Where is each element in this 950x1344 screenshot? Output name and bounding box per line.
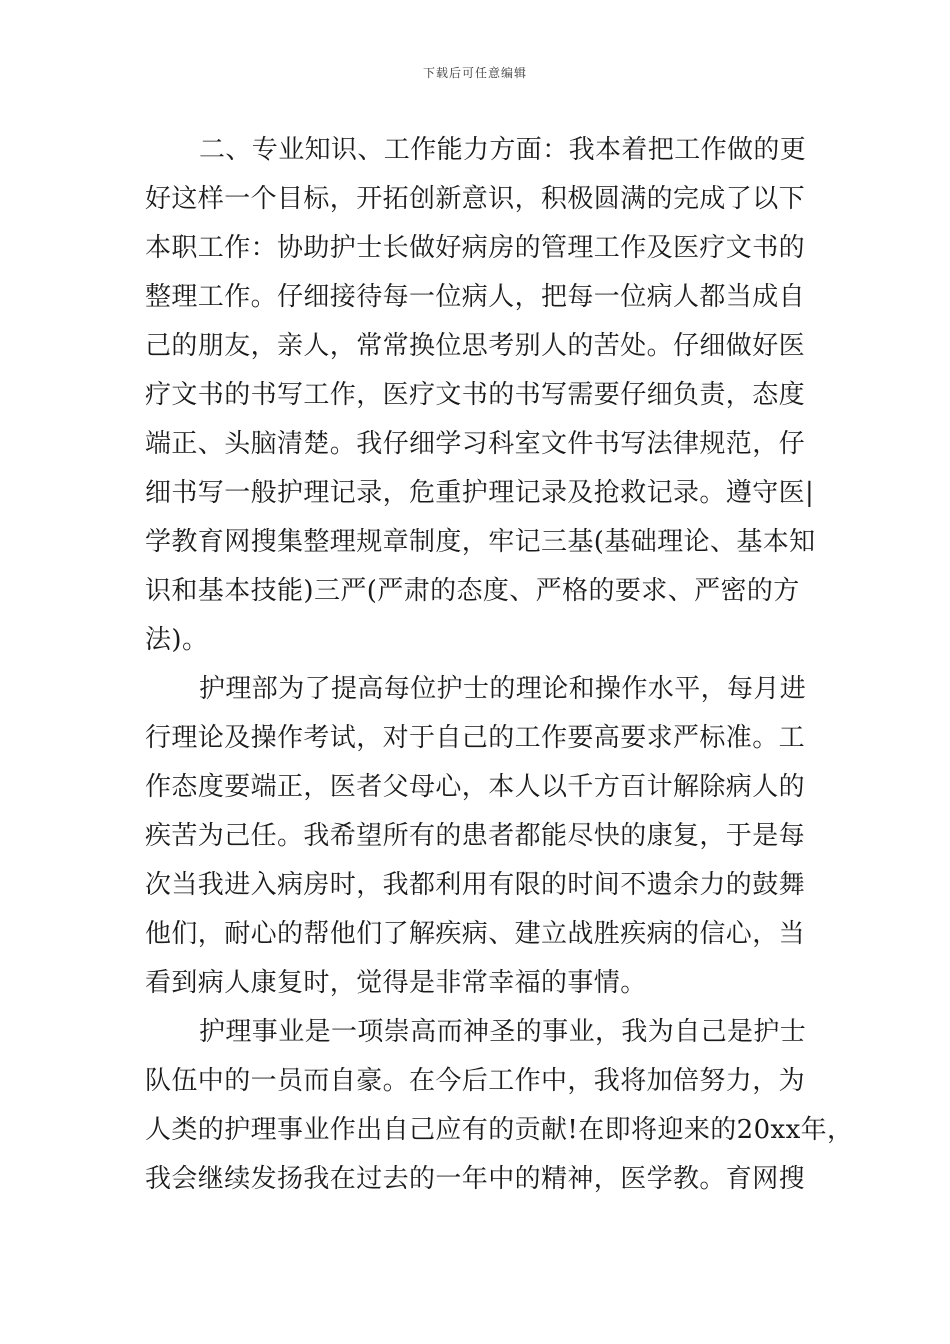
text-line: 护理部为了提高每位护士的理论和操作水平，每月进	[199, 674, 807, 704]
text-line: 疗文书的书写工作，医疗文书的书写需要仔细负责，态度	[145, 380, 806, 410]
text-line: 他们，耐心的帮他们了解疾病、建立战胜疾病的信心，当	[145, 919, 806, 949]
text-line: 我会继续发扬我在过去的一年中的精神，医学教。育网搜	[145, 1164, 806, 1194]
text-line: 次当我进入病房时，我都利用有限的时间不遗余力的鼓舞	[145, 870, 806, 900]
paragraph-professional-skills	[145, 126, 817, 665]
text-line: 行理论及操作考试，对于自己的工作要高要求严标准。工	[145, 723, 806, 753]
text-line: 疾苦为己任。我希望所有的患者都能尽快的康复，于是每	[145, 821, 806, 851]
text-line: 二、专业知识、工作能力方面：我本着把工作做的更	[199, 135, 807, 165]
paragraph-nursing-career	[145, 1008, 854, 1204]
text-line: 法)。	[145, 625, 209, 655]
text-line: 好这样一个目标，开拓创新意识，积极圆满的完成了以下	[145, 184, 806, 214]
paragraph-nursing-department	[145, 665, 817, 1008]
text-line: 护理事业是一项崇高而神圣的事业，我为自己是护士	[199, 1017, 807, 1047]
text-line: 队伍中的一员而自豪。在今后工作中，我将加倍努力，为	[145, 1066, 806, 1096]
body-text	[145, 126, 854, 1204]
text-line: 识和基本技能)三严(严肃的态度、严格的要求、严密的方	[145, 576, 800, 606]
text-line: 己的朋友，亲人，常常换位思考别人的苦处。仔细做好医	[145, 331, 806, 361]
text-line: 看到病人康复时，觉得是非常幸福的事情。	[145, 968, 647, 998]
text-line: 作态度要端正，医者父母心，本人以千方百计解除病人的	[145, 772, 806, 802]
text-line: 人类的护理事业作出自己应有的贡献!在即将迎来的20xx年，	[145, 1115, 854, 1145]
text-line: 本职工作：协助护士长做好病房的管理工作及医疗文书的	[145, 233, 806, 263]
header-note: 下载后可任意编辑	[422, 66, 527, 80]
text-line: 学教育网搜集整理规章制度，牢记三基(基础理论、基本知	[145, 527, 816, 557]
text-line: 整理工作。仔细接待每一位病人，把每一位病人都当成自	[145, 282, 806, 312]
text-line: 细书写一般护理记录，危重护理记录及抢救记录。遵守医|	[145, 478, 815, 508]
text-line: 端正、头脑清楚。我仔细学习科室文件书写法律规范，仔	[145, 429, 806, 459]
